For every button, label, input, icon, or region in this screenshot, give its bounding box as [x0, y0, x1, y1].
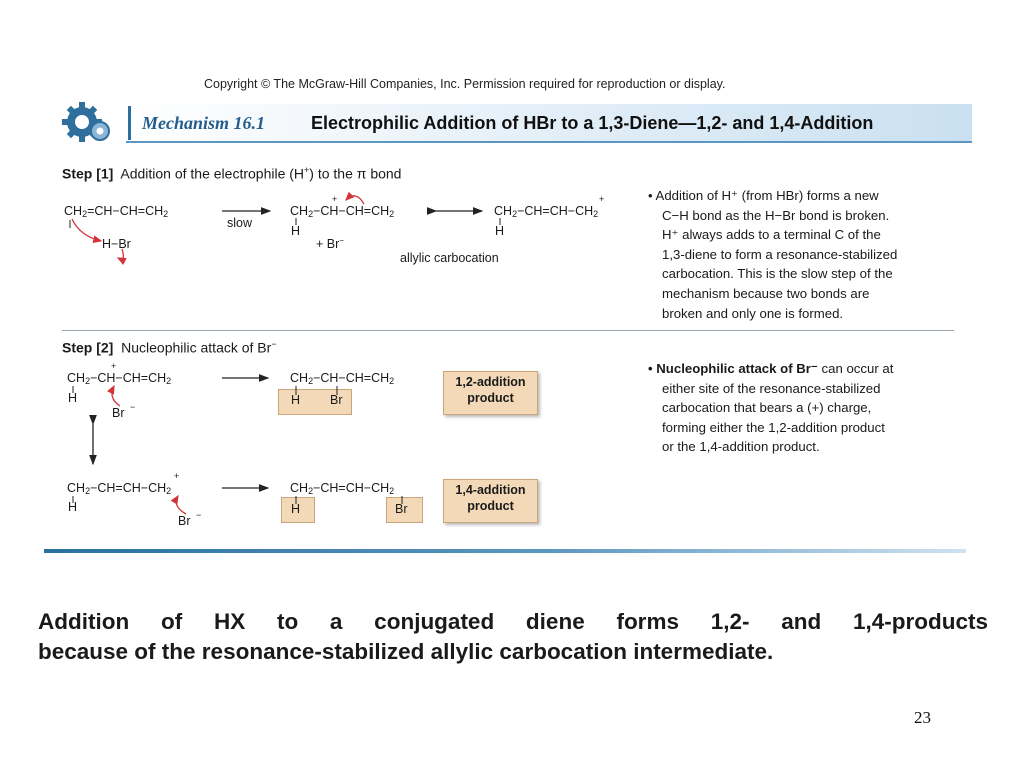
diene-formula: $CH_2=CH-CH=CH_2$ [64, 204, 169, 219]
step1-note-line: mechanism because two bonds are [662, 285, 870, 301]
curved-arrow-red [346, 196, 364, 204]
label-line: product [467, 391, 514, 405]
cationB-charge: + [174, 471, 180, 481]
bromideA: Br [112, 406, 125, 420]
step1-note-line: carbocation. This is the slow step of the [662, 266, 893, 282]
step2-label: Step [2] [62, 339, 114, 356]
mechanism-title: Electrophilic Addition of HBr to a 1,3-Diene—1,2- and 1,4-Addition [311, 113, 874, 133]
cation1-formula: $CH_2-CH-CH=CH_2$ [290, 204, 395, 219]
cation2-h: H [495, 224, 505, 238]
productA-formula: $CH_2-CH-CH=CH_2$ [290, 371, 395, 386]
caption-line-2: because of the resonance-stabilized allylic carbocation intermediate. [38, 639, 774, 664]
cationA-charge: + [111, 361, 117, 371]
cation1-charge: + [332, 194, 338, 204]
page-number: 23 [914, 708, 931, 727]
step1-note-line: 1,3-diene to form a resonance-stabilized [662, 246, 898, 262]
curved-arrow-red [112, 386, 120, 406]
step1-note-line: • Addition of H⁺ (from HBr) forms a new [648, 188, 879, 203]
cation2-charge: + [599, 194, 605, 204]
curved-arrow-red [176, 496, 186, 514]
cationB-h: H [68, 500, 78, 514]
step2-note-line: or the 1,4-addition product. [662, 439, 820, 455]
productA-h: H [291, 393, 301, 407]
plus-bromide: + Br− [316, 235, 344, 251]
step2-note-rest: can occur at [817, 361, 894, 376]
slow-label: slow [227, 216, 253, 230]
productB-formula: $CH_2-CH=CH-CH_2$ [290, 481, 395, 496]
bottom-rule [44, 549, 966, 553]
step1-note-line: broken and only one is formed. [662, 305, 844, 321]
step1-title-end: ) to the π bond [309, 165, 402, 182]
caption-line-1: Addition of HX to a conjugated diene forms 1,2- and 1,4-products [38, 609, 988, 634]
productA-br: Br [330, 393, 343, 407]
cationA-formula: $CH_2-CH-CH=CH_2$ [67, 371, 172, 386]
cation1-h: H [291, 224, 301, 238]
allylic-carbocation-label: allylic carbocation [400, 251, 499, 265]
productB-br: Br [395, 502, 408, 516]
step2-note-bold: • Nucleophilic attack of Br⁻ [648, 361, 818, 376]
label-line: 1,4-addition [455, 483, 526, 497]
step1-note-line: C−H bond as the H−Br bond is broken. [662, 207, 890, 223]
bromideB-charge: − [196, 510, 202, 520]
bromideA-charge: − [130, 402, 136, 412]
step2-title: Nucleophilic attack of Br [121, 339, 272, 356]
step2-note-line: forming either the 1,2-addition product [662, 419, 885, 435]
productB-h: H [291, 502, 301, 516]
cationA-h: H [68, 391, 78, 405]
step1-note-line: H⁺ always adds to a terminal C of the [662, 227, 881, 243]
bromideB: Br [178, 514, 191, 528]
step2-title-sup: − [271, 339, 277, 349]
curved-arrow-red [118, 249, 123, 259]
hbr-formula: H−Br [102, 237, 131, 251]
step2-note-line: either site of the resonance-stabilized [662, 380, 881, 396]
copyright-notice: Copyright © The McGraw-Hill Companies, Inc. Permission required for reproduction or display. [204, 77, 726, 91]
curved-arrow-red [72, 219, 101, 241]
step1-title: Addition of the electrophile (H [120, 165, 305, 182]
label-line: 1,2-addition [455, 375, 526, 389]
step1-label: Step [1] [62, 165, 114, 182]
cation2-formula: $CH_2-CH=CH-CH_2$ [494, 204, 599, 219]
mechanism-label: Mechanism 16.1 [142, 113, 266, 133]
label-line: product [467, 499, 514, 513]
step1-title-sup: + [304, 165, 310, 175]
cationB-formula: $CH_2-CH=CH-CH_2$ [67, 481, 172, 496]
step2-note-line: carbocation that bears a (+) charge, [662, 400, 872, 416]
